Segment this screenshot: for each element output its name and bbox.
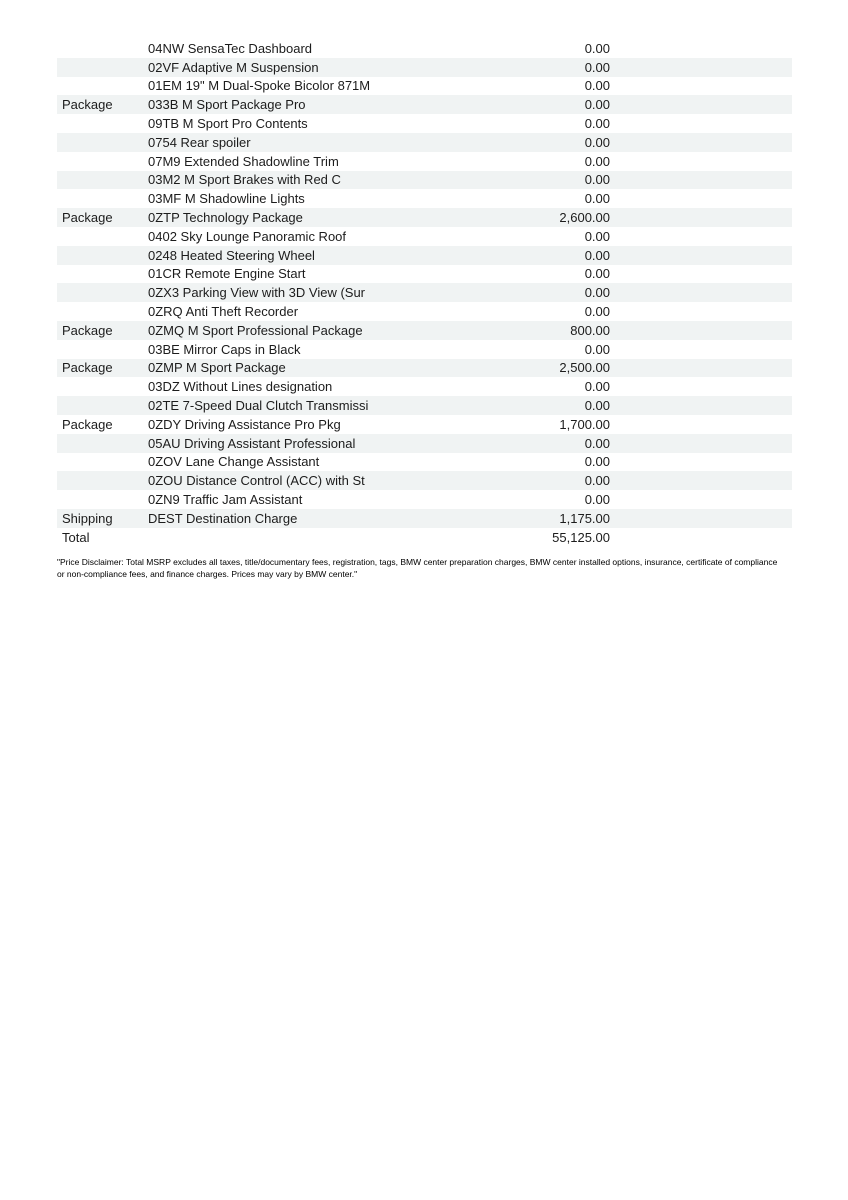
category-cell: Total [62,529,90,545]
price-cell: 0.00 [584,379,610,395]
option-cell: 02TE 7-Speed Dual Clutch Transmissi [148,398,369,414]
option-cell: 03DZ Without Lines designation [148,379,333,395]
option-cell: DEST Destination Charge [148,510,298,526]
price-cell: 0.00 [584,492,610,508]
price-cell: 0.00 [584,116,610,132]
option-cell: 05AU Driving Assistant Professional [148,435,356,451]
price-cell: 0.00 [584,97,610,113]
table-row [57,453,792,472]
table-row [57,152,792,171]
price-cell: 0.00 [584,59,610,75]
table-row [57,471,792,490]
option-cell: 03BE Mirror Caps in Black [148,341,301,357]
table-row [57,265,792,284]
table-row [57,509,792,528]
table-row [57,171,792,190]
table-row [57,321,792,340]
price-cell: 0.00 [584,153,610,169]
table-row [57,340,792,359]
table-row [57,302,792,321]
table-row [57,528,792,547]
category-cell: Package [62,360,113,376]
price-cell: 0.00 [584,266,610,282]
price-cell: 55,125.00 [552,529,610,545]
table-row [57,39,792,58]
table-row [57,377,792,396]
table-row [57,396,792,415]
table-row [57,208,792,227]
option-cell: 0ZOV Lane Change Assistant [148,454,320,470]
price-cell: 800.00 [570,322,610,338]
option-cell: 0ZDY Driving Assistance Pro Pkg [148,416,341,432]
table-row [57,246,792,265]
option-cell: 0ZMQ M Sport Professional Package [148,322,363,338]
category-cell: Package [62,210,113,226]
option-cell: 0248 Heated Steering Wheel [148,247,315,263]
price-cell: 0.00 [584,40,610,56]
table-row [57,415,792,434]
price-cell: 0.00 [584,435,610,451]
price-cell: 2,500.00 [559,360,610,376]
price-cell: 0.00 [584,134,610,150]
option-cell: 02VF Adaptive M Suspension [148,59,319,75]
option-cell: 03M2 M Sport Brakes with Red C [148,172,341,188]
price-cell: 1,700.00 [559,416,610,432]
table-row [57,95,792,114]
category-cell: Package [62,97,113,113]
price-cell: 0.00 [584,473,610,489]
price-cell: 0.00 [584,398,610,414]
table-row [57,114,792,133]
option-cell: 01EM 19" M Dual-Spoke Bicolor 871M [148,78,371,94]
category-cell: Shipping [62,510,113,526]
price-cell: 0.00 [584,341,610,357]
option-cell: 0ZRQ Anti Theft Recorder [148,304,299,320]
table-row [57,283,792,302]
option-cell: 0ZOU Distance Control (ACC) with St [148,473,365,489]
price-cell: 0.00 [584,191,610,207]
table-row [57,434,792,453]
option-cell: 033B M Sport Package Pro [148,97,306,113]
table-row [57,77,792,96]
option-cell: 0ZN9 Traffic Jam Assistant [148,492,303,508]
price-cell: 0.00 [584,454,610,470]
price-cell: 0.00 [584,285,610,301]
option-cell: 0ZX3 Parking View with 3D View (Sur [148,285,366,301]
option-cell: 0ZMP M Sport Package [148,360,286,376]
price-cell: 0.00 [584,78,610,94]
price-cell: 0.00 [584,172,610,188]
category-cell: Package [62,322,113,338]
category-cell: Package [62,416,113,432]
option-cell: 01CR Remote Engine Start [148,266,306,282]
option-cell: 0402 Sky Lounge Panoramic Roof [148,228,347,244]
table-row [57,133,792,152]
table-row [57,189,792,208]
vehicle-options-table [57,39,792,547]
table-row [57,58,792,77]
price-cell: 2,600.00 [559,210,610,226]
table-row [57,359,792,378]
option-cell: 09TB M Sport Pro Contents [148,116,308,132]
option-cell: 0ZTP Technology Package [148,210,303,226]
table-row [57,490,792,509]
option-cell: 04NW SensaTec Dashboard [148,40,313,56]
table-row [57,227,792,246]
price-cell: 1,175.00 [559,510,610,526]
option-cell: 0754 Rear spoiler [148,134,251,150]
option-cell: 03MF M Shadowline Lights [148,191,305,207]
price-cell: 0.00 [584,247,610,263]
price-cell: 0.00 [584,304,610,320]
price-cell: 0.00 [584,228,610,244]
option-cell: 07M9 Extended Shadowline Trim [148,153,339,169]
price-disclaimer: "Price Disclaimer: Total MSRP excludes all taxes, title/documentary fees, registration, tags, BMW center preparation charges, BMW center installed options, insurance, certificate of compliance or non-compliance fees, and finance charges. Prices may vary by BMW center." [57,557,778,579]
